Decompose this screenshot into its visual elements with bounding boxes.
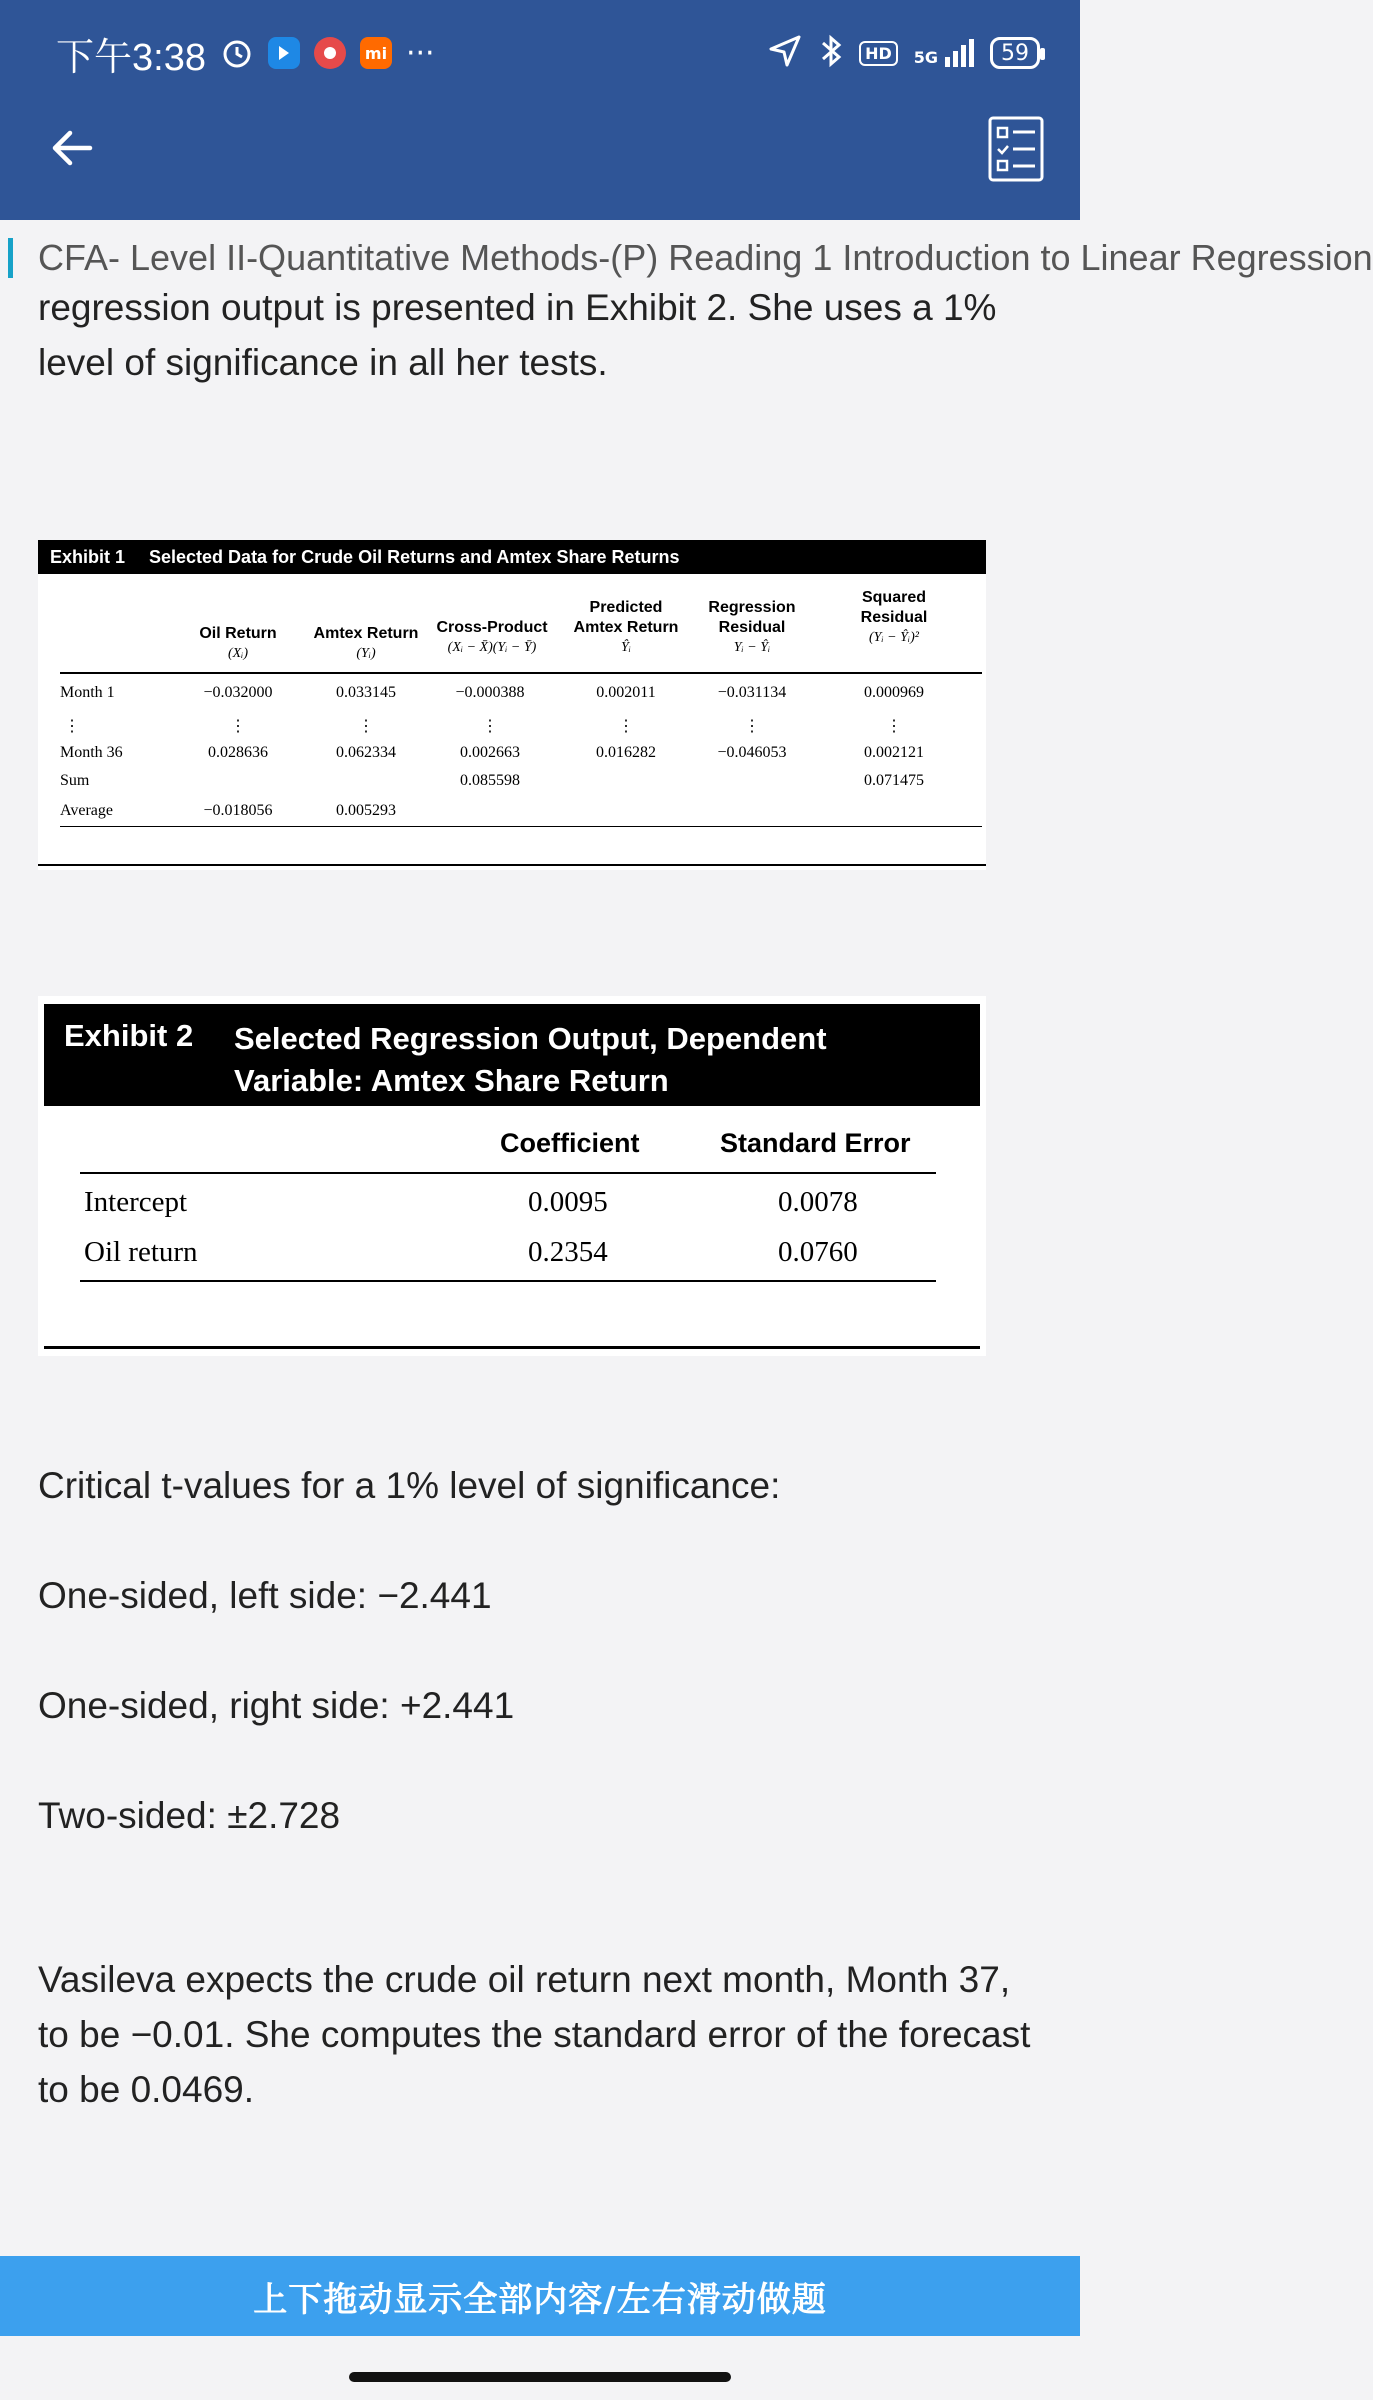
back-button[interactable] <box>44 120 100 176</box>
row-intercept-label: Intercept <box>84 1186 188 1218</box>
critical-values-heading: Critical t-values for a 1% level of significance: <box>38 1465 781 1506</box>
col-regression-residual: Regression Residual Yᵢ − Ŷᵢ <box>708 599 796 655</box>
network-label: 5G <box>913 48 938 67</box>
table-row: Average −0.018056 0.005293 <box>60 802 396 819</box>
exhibit-1-bottom-rule <box>38 864 986 866</box>
col-predicted-return: Predicted Amtex Return Ŷᵢ <box>573 599 679 655</box>
row-oil-return-se: 0.0760 <box>778 1236 858 1268</box>
title-accent <box>8 238 13 278</box>
exhibit-1-column-headers <box>38 584 986 660</box>
row-oil-return-coef: 0.2354 <box>528 1236 608 1268</box>
exhibit-2-header <box>44 1004 980 1106</box>
exhibit-1-header <box>38 540 986 574</box>
location-icon <box>767 33 803 73</box>
shop-notification-icon <box>314 37 346 69</box>
reading-title: CFA- Level II-Quantitative Methods-(P) Reading 1 Introduction to Linear Regression <box>38 237 1373 278</box>
exhibit-2-title: Selected Regression Output, Dependent Variable: Amtex Share Return <box>234 1021 827 1098</box>
exhibit-2-bottom-rule <box>44 1346 980 1349</box>
bluetooth-icon <box>819 33 843 73</box>
intro-paragraph: regression output is presented in Exhibit 2. She uses a 1% level of significance in all her tests. <box>38 287 997 383</box>
one-sided-left-value: One-sided, left side: −2.441 <box>38 1575 492 1616</box>
status-time: 下午3:38 <box>56 36 206 79</box>
one-sided-right-value: One-sided, right side: +2.441 <box>38 1685 515 1726</box>
two-sided-value: Two-sided: ±2.728 <box>38 1795 341 1836</box>
exhibit-2-header-rule <box>80 1172 936 1174</box>
question-content[interactable] <box>0 287 1080 2256</box>
table-row: Sum 0.085598 0.071475 <box>60 772 924 789</box>
exhibit-2-label: Exhibit 2 <box>64 1018 194 1053</box>
exhibit-1-header-rule <box>60 672 982 674</box>
alarm-icon <box>220 36 254 70</box>
exhibit-1-label: Exhibit 1 <box>50 546 126 567</box>
home-indicator[interactable] <box>349 2372 731 2382</box>
question-list-button[interactable] <box>988 116 1044 182</box>
app-notification-icon <box>268 37 300 69</box>
signal-icon <box>914 39 974 67</box>
drag-hint-bar[interactable]: 上下拖动显示全部内容/左右滑动做题 <box>0 2256 1080 2336</box>
col-standard-error: Standard Error <box>720 1128 911 1158</box>
exhibit-2-footer-rule <box>80 1280 936 1282</box>
row-intercept-se: 0.0078 <box>778 1186 858 1218</box>
status-bar <box>56 25 1040 81</box>
exhibit-1-title: Selected Data for Crude Oil Returns and Amtex Share Returns <box>149 546 680 567</box>
row-intercept-coef: 0.0095 <box>528 1186 608 1218</box>
exhibit-2-table <box>38 996 986 1356</box>
exhibit-1-table <box>38 540 986 870</box>
exhibit-1-footer-rule <box>60 826 982 827</box>
table-row: ⋮ ⋮ ⋮ ⋮ ⋮ ⋮ ⋮ <box>64 718 902 735</box>
hd-badge: HD <box>859 41 898 66</box>
col-coefficient: Coefficient <box>500 1128 640 1158</box>
table-row: Month 1 −0.032000 0.033145 −0.000388 0.002011 −0.031134 0.000969 <box>60 684 924 701</box>
checklist-icon <box>988 116 1044 182</box>
col-squared-residual: Squared Residual (Yᵢ − Ŷᵢ)² <box>860 589 928 645</box>
app-header <box>0 0 1080 220</box>
table-row: Month 36 0.028636 0.062334 0.002663 0.016282 −0.046053 0.002121 <box>60 744 924 761</box>
col-cross-product: Cross-Product (Xᵢ − X̄)(Yᵢ − Ȳ) <box>436 619 548 655</box>
col-oil-return: Oil Return (Xᵢ) <box>199 625 277 661</box>
row-oil-return-label: Oil return <box>84 1236 198 1268</box>
more-notifications-icon: ··· <box>405 35 435 71</box>
mi-notification-icon: mi <box>360 37 392 69</box>
col-amtex-return: Amtex Return (Yᵢ) <box>313 625 419 661</box>
forecast-paragraph: Vasileva expects the crude oil return next month, Month 37, to be −0.01. She computes the standard error of the forecast to be 0.0469. <box>38 1959 1031 2110</box>
battery-indicator: 59 <box>990 37 1040 69</box>
back-arrow-icon <box>48 124 96 172</box>
